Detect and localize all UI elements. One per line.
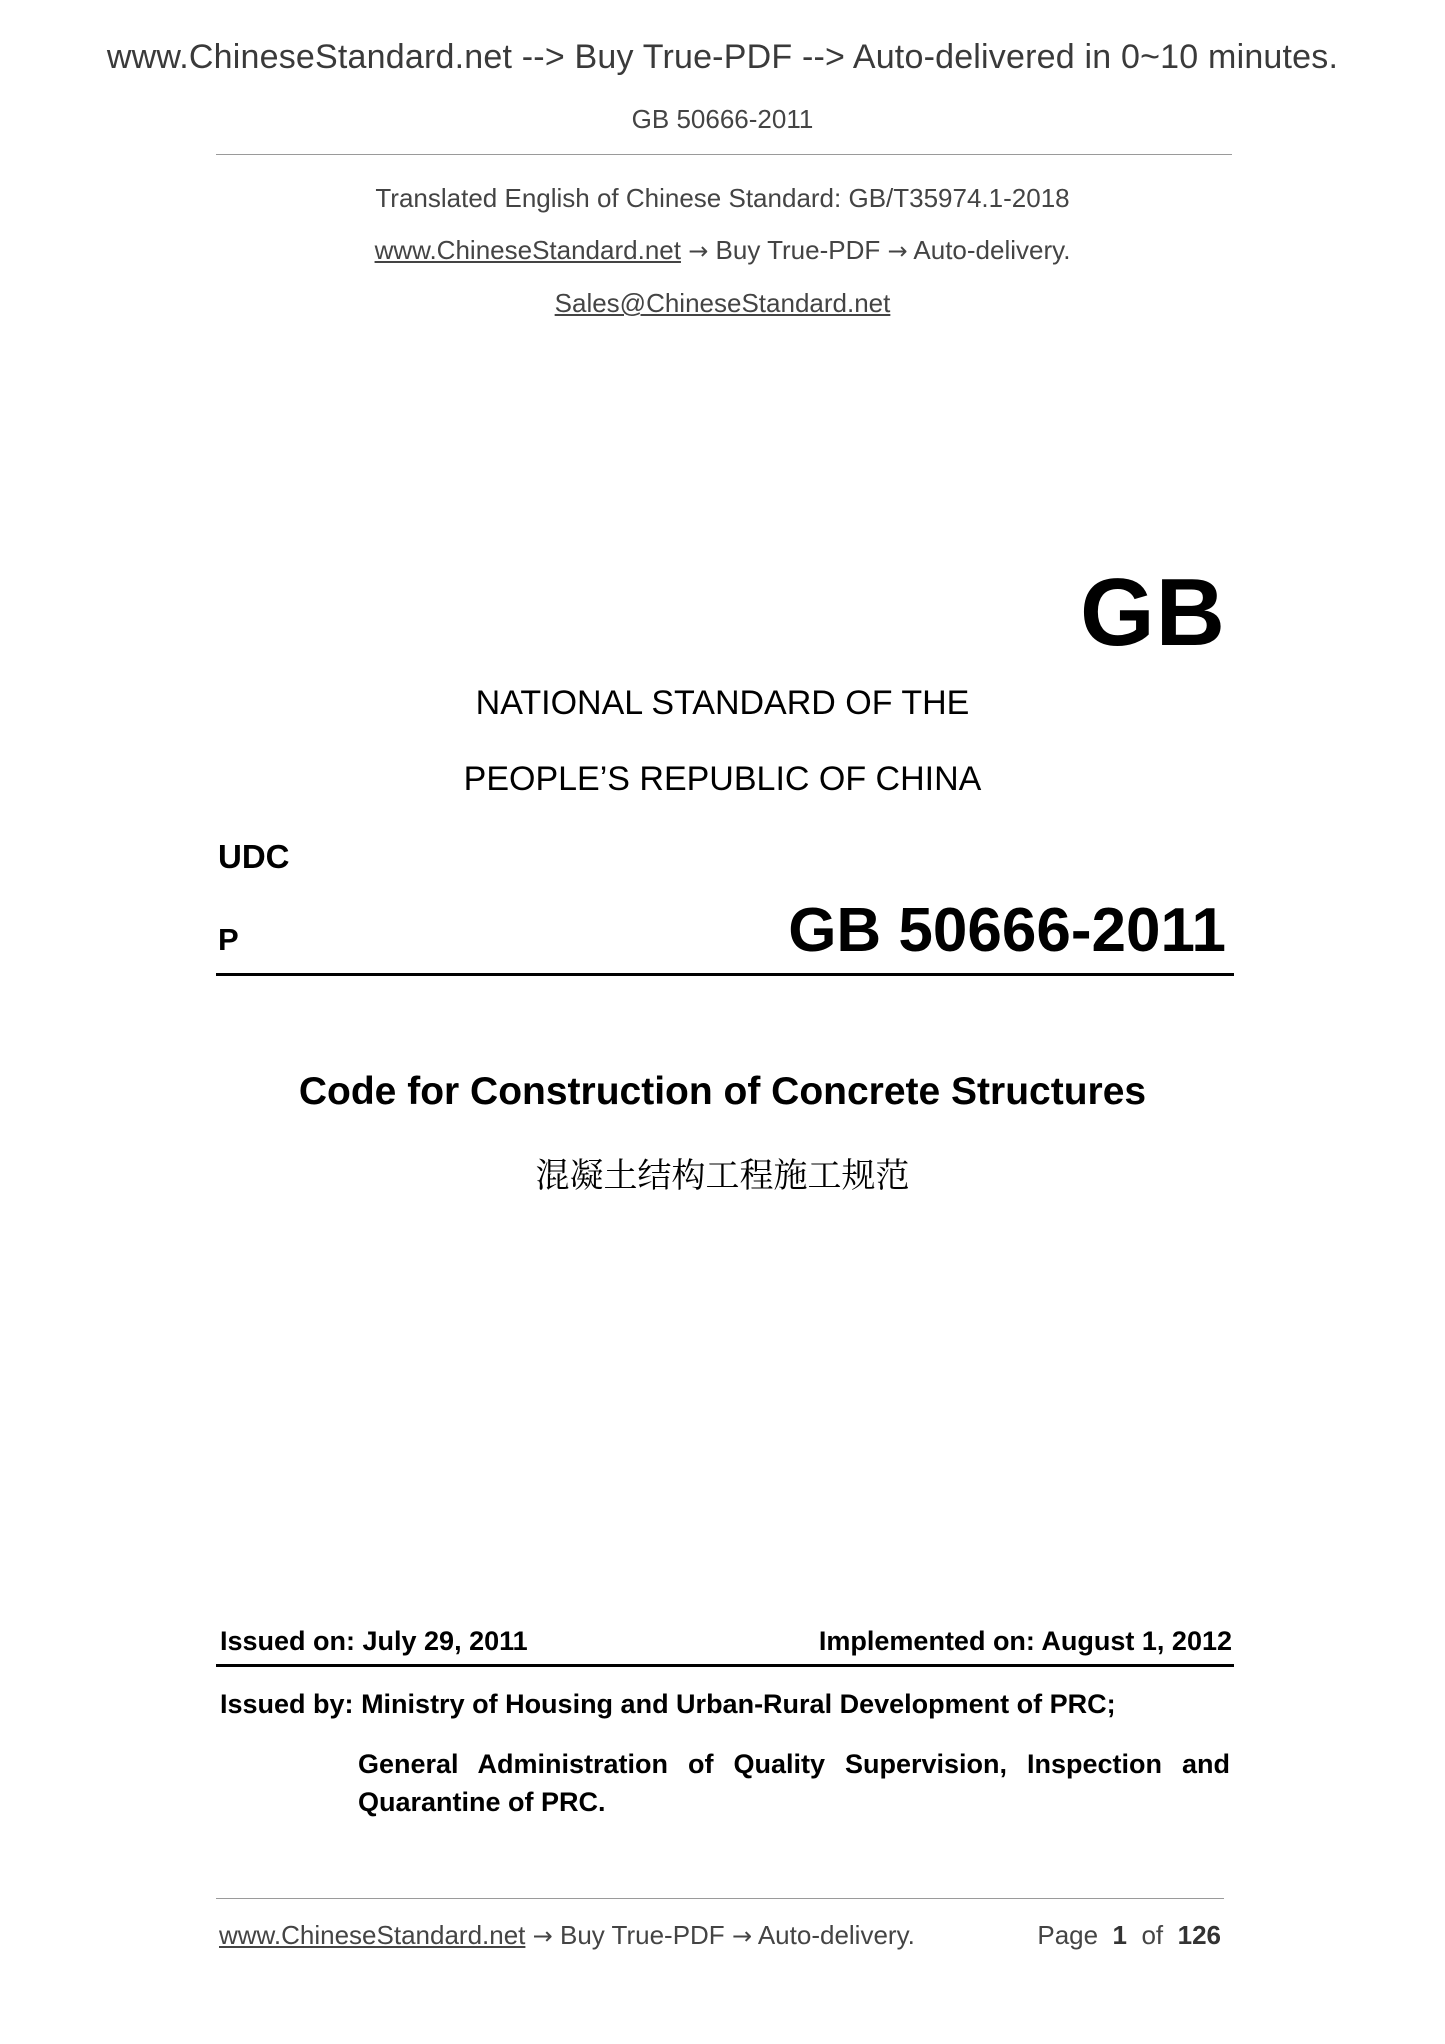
page-of: of [1141,1920,1164,1950]
auto-delivery-text: Auto-delivery. [913,235,1071,265]
right-arrow-icon: → [731,1922,753,1950]
title-divider [216,973,1234,976]
footer-delivery-text: Auto-delivery. [757,1920,915,1950]
republic-line: PEOPLE’S REPUBLIC OF CHINA [463,760,982,798]
page-indicator [1037,1920,1221,1951]
top-banner: www.ChineseStandard.net --> Buy True-PDF --> Auto-delivered in 0~10 minutes. [106,38,1339,76]
title-english: Code for Construction of Concrete Structures [298,1070,1147,1113]
footer-links [219,1920,915,1951]
issued-by-row [220,1689,1116,1720]
right-arrow-icon: → [532,1922,553,1950]
page-label: Page [1037,1920,1099,1950]
translated-line: Translated English of Chinese Standard: GB/T35974.1-2018 [375,183,1070,213]
page-current: 1 [1112,1920,1128,1950]
footer-buy-text: Buy True-PDF [559,1920,725,1950]
gb-mark: GB [1080,559,1226,666]
issued-by-label: Issued by: [220,1689,354,1719]
issuer-aqsiq: General Administration of Quality Supervision, Inspection and Quarantine of PRC. [358,1749,1230,1817]
header-standard-ref: GB 50666-2011 [631,104,814,134]
issued-on-date: Issued on: July 29, 2011 [220,1626,528,1656]
email-line [0,288,1445,319]
title-chinese: 混凝土结构工程施工规范 [535,1156,910,1196]
footer-site-link[interactable]: www.ChineseStandard.net [219,1920,526,1950]
delivery-line [0,235,1445,266]
buy-true-pdf-text: Buy True-PDF [715,235,881,265]
udc-label: UDC [218,838,290,875]
sales-email-link[interactable]: Sales@ChineseStandard.net [554,288,891,318]
implemented-on-date: Implemented on: August 1, 2012 [818,1626,1232,1656]
footer-divider [216,1898,1224,1899]
national-standard-line: NATIONAL STANDARD OF THE [475,684,970,722]
right-arrow-icon: → [887,237,908,265]
issuer-ministry: Ministry of Housing and Urban-Rural Development of PRC; [361,1689,1116,1719]
right-arrow-icon: → [688,237,709,265]
header-divider [216,154,1232,155]
standard-number: GB 50666-2011 [788,896,1226,965]
page-total: 126 [1177,1920,1221,1950]
p-label: P [218,922,239,957]
dates-divider [216,1664,1234,1667]
site-link[interactable]: www.ChineseStandard.net [374,235,681,265]
